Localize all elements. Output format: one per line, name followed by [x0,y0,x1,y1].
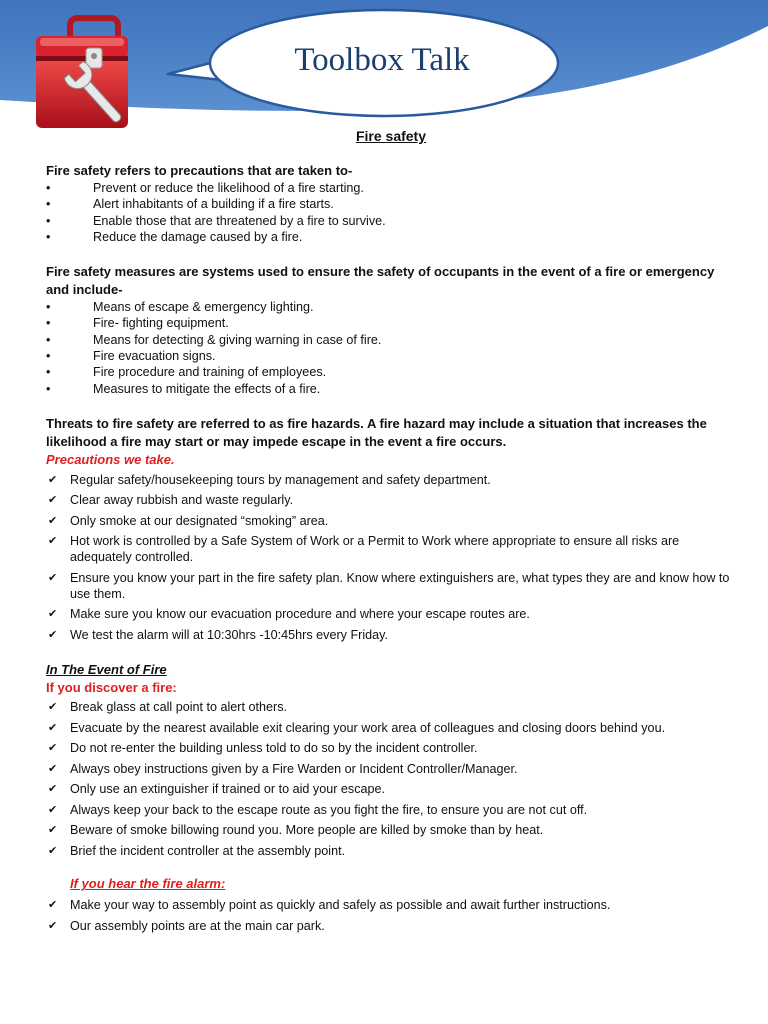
alarm-list [46,897,736,934]
list-item: • Means of escape & emergency lighting. [46,299,736,315]
precautions-list [46,472,736,643]
list-item: ✔ Only smoke at our designated “smoking” area. [46,513,736,529]
precautions-heading: Precautions we take. [46,451,175,467]
document-body [46,128,736,938]
list-item: • Prevent or reduce the likelihood of a fire starting. [46,180,736,196]
list-item: ✔ Our assembly points are at the main car park. [46,918,736,934]
measures-list [46,299,736,397]
list-item: ✔ Beware of smoke billowing round you. More people are killed by smoke than by heat. [46,822,736,838]
header-banner [0,0,768,140]
list-item: ✔ Hot work is controlled by a Safe System of Work or a Permit to Work where appropriate to ensure all risks are adequately controlled. [46,533,736,565]
list-item: • Fire procedure and training of employees. [46,364,736,380]
list-item: ✔ Make your way to assembly point as quickly and safely as possible and await further instructions. [46,897,736,913]
event-heading: In The Event of Fire [46,662,167,678]
list-item: ✔ Do not re-enter the building unless told to do so by the incident controller. [46,740,736,756]
list-item: ✔ Ensure you know your part in the fire safety plan. Know where extinguishers are, what types they are and know how to use them. [46,570,736,602]
threats-text: Threats to fire safety are referred to as fire hazards. A fire hazard may include a situation that increases the likelihood a fire may start or may impede escape in the event a fire occurs. [46,415,707,449]
alarm-heading: If you hear the fire alarm: [70,876,226,892]
list-item: ✔ Only use an extinguisher if trained or to aid your escape. [46,781,736,797]
list-item: • Fire- fighting equipment. [46,315,736,331]
list-item: ✔ We test the alarm will at 10:30hrs -10:45hrs every Friday. [46,627,736,643]
list-item: ✔ Brief the incident controller at the assembly point. [46,843,736,859]
page-title: Fire safety [355,128,427,144]
list-item: • Enable those that are threatened by a fire to survive. [46,213,736,229]
list-item: ✔ Always keep your back to the escape route as you fight the fire, to ensure you are not cut off. [46,802,736,818]
list-item: ✔ Clear away rubbish and waste regularly. [46,492,736,508]
discover-heading: If you discover a fire: [46,680,177,696]
list-item: ✔ Always obey instructions given by a Fire Warden or Incident Controller/Manager. [46,761,736,777]
list-item: ✔ Break glass at call point to alert others. [46,699,736,715]
intro-text: Fire safety refers to precautions that are taken to- [46,163,353,178]
banner-title: Toolbox Talk [294,42,470,78]
list-item: • Alert inhabitants of a building if a fire starts. [46,196,736,212]
discover-list [46,699,736,859]
list-item: • Means for detecting & giving warning in case of fire. [46,332,736,348]
list-item: ✔ Evacuate by the nearest available exit clearing your work area of colleagues and closing doors behind you. [46,720,736,736]
list-item: ✔ Make sure you know our evacuation procedure and where your escape routes are. [46,606,736,622]
measures-text: Fire safety measures are systems used to ensure the safety of occupants in the event of a fire or emergency and include- [46,264,715,298]
list-item: ✔ Regular safety/housekeeping tours by management and safety department. [46,472,736,488]
list-item: • Measures to mitigate the effects of a fire. [46,381,736,397]
list-item: • Reduce the damage caused by a fire. [46,229,736,245]
list-item: • Fire evacuation signs. [46,348,736,364]
intro-list [46,180,736,245]
